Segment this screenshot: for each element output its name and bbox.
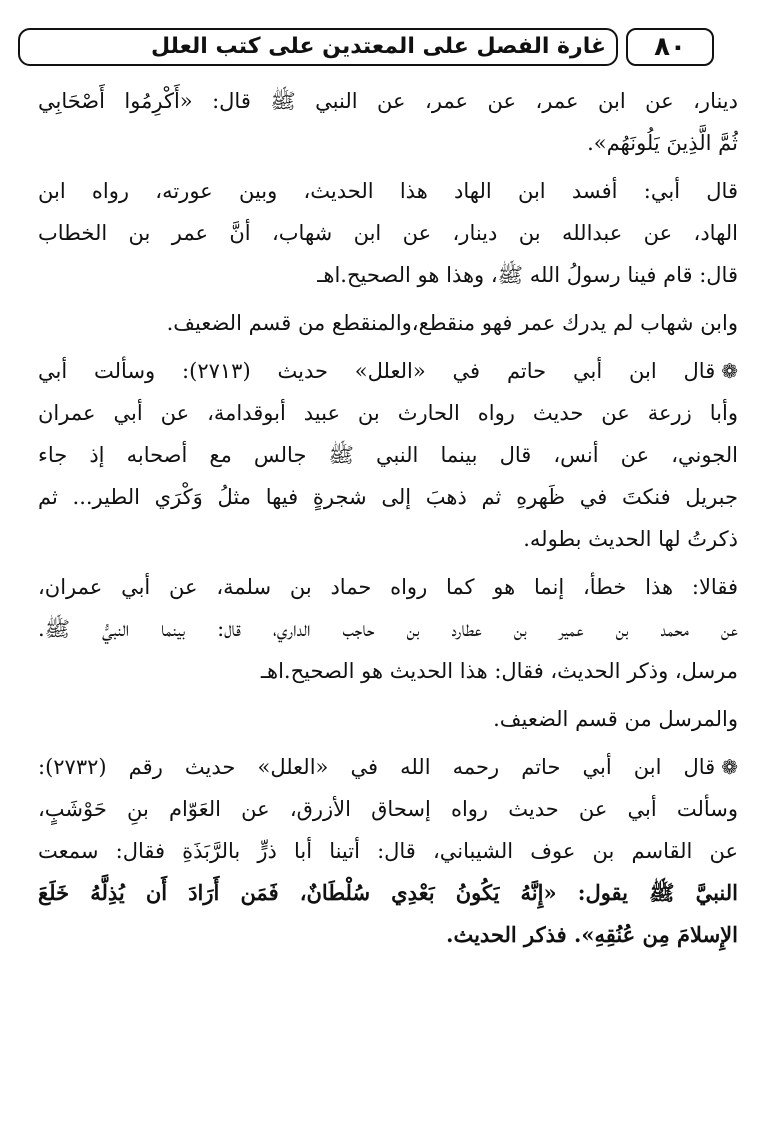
text-line [38,350,738,392]
text-line: فقالا: هذا خطأ، إنما هو كما رواه حماد بن سلمة، عن أبي عمران، [38,575,738,599]
text-line: مرسل، وذكر الحديث، فقال: هذا الحديث هو الصحيح.اهـ [260,659,738,683]
text-line: قال: قام فينا رسولُ الله ﷺ، وهذا هو الصحيح.اهـ [317,263,738,287]
flower-star-icon: ❁ [721,755,738,779]
text-line: والمرسل من قسم الضعيف. [493,707,738,731]
text-line: وابن شهاب لم يدرك عمر فهو منقطع،والمنقطع من قسم الضعيف. [166,311,738,335]
text-line-content: قال ابن أبي حاتم رحمه الله في «العلل» حديث رقم (٢٧٣٢): [38,755,716,779]
text-line: قال أبي: أفسد ابن الهاد هذا الحديث، وبين عورته، رواه ابن [38,179,738,203]
text-line: وأبا زرعة عن حديث رواه الحارث بن عبيد أبوقدامة، عن أبي عمران [38,401,738,425]
text-line-content: قال ابن أبي حاتم في «العلل» حديث (٢٧١٣): وسألت أبي [38,359,716,383]
text-line: الجوني، عن أنس، قال بينما النبي ﷺ جالس مع أصحابه إذ جاء [38,443,738,467]
text-line: عن القاسم بن عوف الشيباني، قال: أتينا أبا ذرٍّ بالرَّبَذَةِ فقال: سمعت [38,839,738,863]
text-line: ذكرتُ لها الحديث بطوله. [523,527,738,551]
text-line: دينار، عن ابن عمر، عن عمر، عن النبي ﷺ قال: «أَكْرِمُوا أَصْحَابِي [38,89,738,113]
page-number: ٨٠ [654,32,686,62]
page-body [38,80,738,956]
text-line: وسألت أبي عن حديث رواه إسحاق الأزرق، عن العَوّام بنِ حَوْشَبٍ، [38,797,738,821]
text-line: النبيَّ ﷺ يقول: «إِنَّهُ يَكُونُ بَعْدِي سُلْطَانٌ، فَمَن أَرَادَ أَن يُذِلَّهُ خَلَعَ [38,880,738,905]
text-line: الإِسلامَ مِن عُنُقِهِ». فذكر الحديث. [446,922,738,947]
text-line: عن محمد بن عمير بن عطارد بن حاجب الداري، قال: بينما النبيُّ ﷺ. [38,617,738,641]
page-number-frame [626,28,714,66]
text-line: الهاد، عن عبدالله بن دينار، عن ابن شهاب، أنَّ عمر بن الخطاب [38,221,738,245]
text-line: ثُمَّ الَّذِينَ يَلُونَهُم». [587,131,738,155]
text-line: جبريل فنكتَ في ظَهرهِ ثم ذهبَ إلى شجرةٍ فيها مثلُ وَكْرَي الطير... ثم [38,485,738,509]
page-header [18,28,714,70]
flower-star-icon: ❁ [721,359,738,383]
book-title: غارة الفصل على المعتدين على كتب العلل [151,34,606,59]
text-line [38,746,738,788]
title-frame [18,28,618,66]
